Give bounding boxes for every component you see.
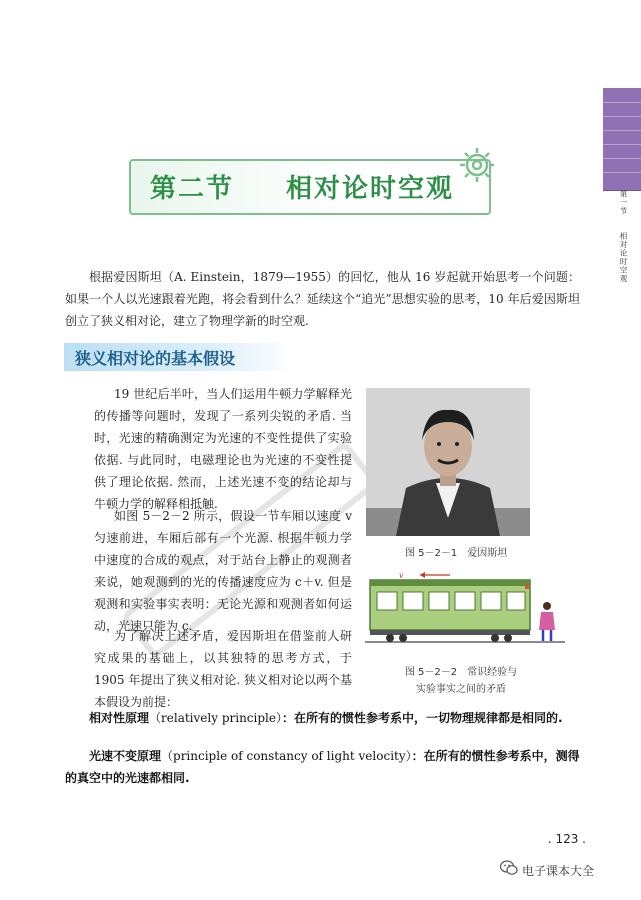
einstein-photo [366, 388, 530, 536]
page-number: . 123 . [547, 832, 586, 846]
section-number: 第二节 [150, 174, 235, 204]
train-illustration [365, 568, 565, 646]
body-paragraph-1: 19 世纪后半叶，当人们运用牛顿力学解释光的传播等问题时，发现了一系列尖锐的矛盾. 当时，光速的精确测定为光速的不变性提供了实验依据. 与此同时，电磁理论也为光速的不变性提供了理论依据. 然而，上述光速不变的结论却与牛顿力学的解释相抵触. [94, 387, 352, 511]
gear-icon [452, 140, 502, 190]
body-paragraph-2: 如图 5－2－2 所示，假设一节车厢以速度 v 匀速前进，车厢后部有一个光源. 根据牛顿力学中速度的合成的观点，对于站台上静止的观测者来说，她观测到的光的传播速度应为 c＋v. 但是观测和实验事实表明：无论光源和观测者如何运动，光速只能为 c. [94, 509, 352, 633]
brand-label: 电子课本大全 [522, 864, 595, 878]
principle-light-speed-term: 光速不变原理 [89, 749, 162, 763]
principle-light-speed [65, 745, 580, 789]
wechat-icon [500, 860, 518, 876]
figure-caption-2-line-2: 实验事实之间的矛盾 [416, 684, 506, 695]
chapter-tab [603, 88, 641, 191]
page-title: 相对论时空观 [286, 174, 455, 204]
principle-relativity-term: 相对性原理 [89, 711, 150, 725]
figure-caption-1: 图 5－2－1 爱因斯坦 [405, 548, 508, 559]
figure-caption-2-line-1: 图 5－2－2 常识经验与 [404, 667, 518, 678]
side-label [620, 190, 628, 283]
side-label-title: 相对论时空观 [619, 232, 628, 284]
principle-relativity-english: （relatively principle） [149, 711, 282, 725]
principle-relativity-text: ：在所有的惯性参考系中，一切物理规律都是相同的. [281, 711, 563, 725]
subsection-title: 狭义相对论的基本假设 [75, 349, 236, 368]
principle-light-speed-english: （principle of constancy of light velocity） [161, 749, 412, 763]
intro-paragraph: 根据爱因斯坦（A. Einstein，1879—1955）的回忆，他从 16 岁起就开始思考一个问题：如果一个人以光速跟着光跑，将会看到什么？延续这个“追光”思想实验的思考，10 年后爱因斯坦创立了狭义相对论，建立了物理学新的时空观. [65, 270, 580, 328]
side-label-section: 第一节 [619, 190, 628, 216]
train-velocity-label: v [399, 571, 404, 580]
principle-relativity [65, 707, 580, 729]
body-paragraph-3: 为了解决上述矛盾，爱因斯坦在借鉴前人研究成果的基础上，以其独特的思考方式，于 1905 年提出了狭义相对论. 狭义相对论以两个基本假设为前提： [94, 629, 352, 709]
figure-caption-2 [386, 664, 536, 698]
principle-light-speed-text: ：在所有的惯性参考系中，测得的真空中的光速都相同. [65, 749, 580, 785]
